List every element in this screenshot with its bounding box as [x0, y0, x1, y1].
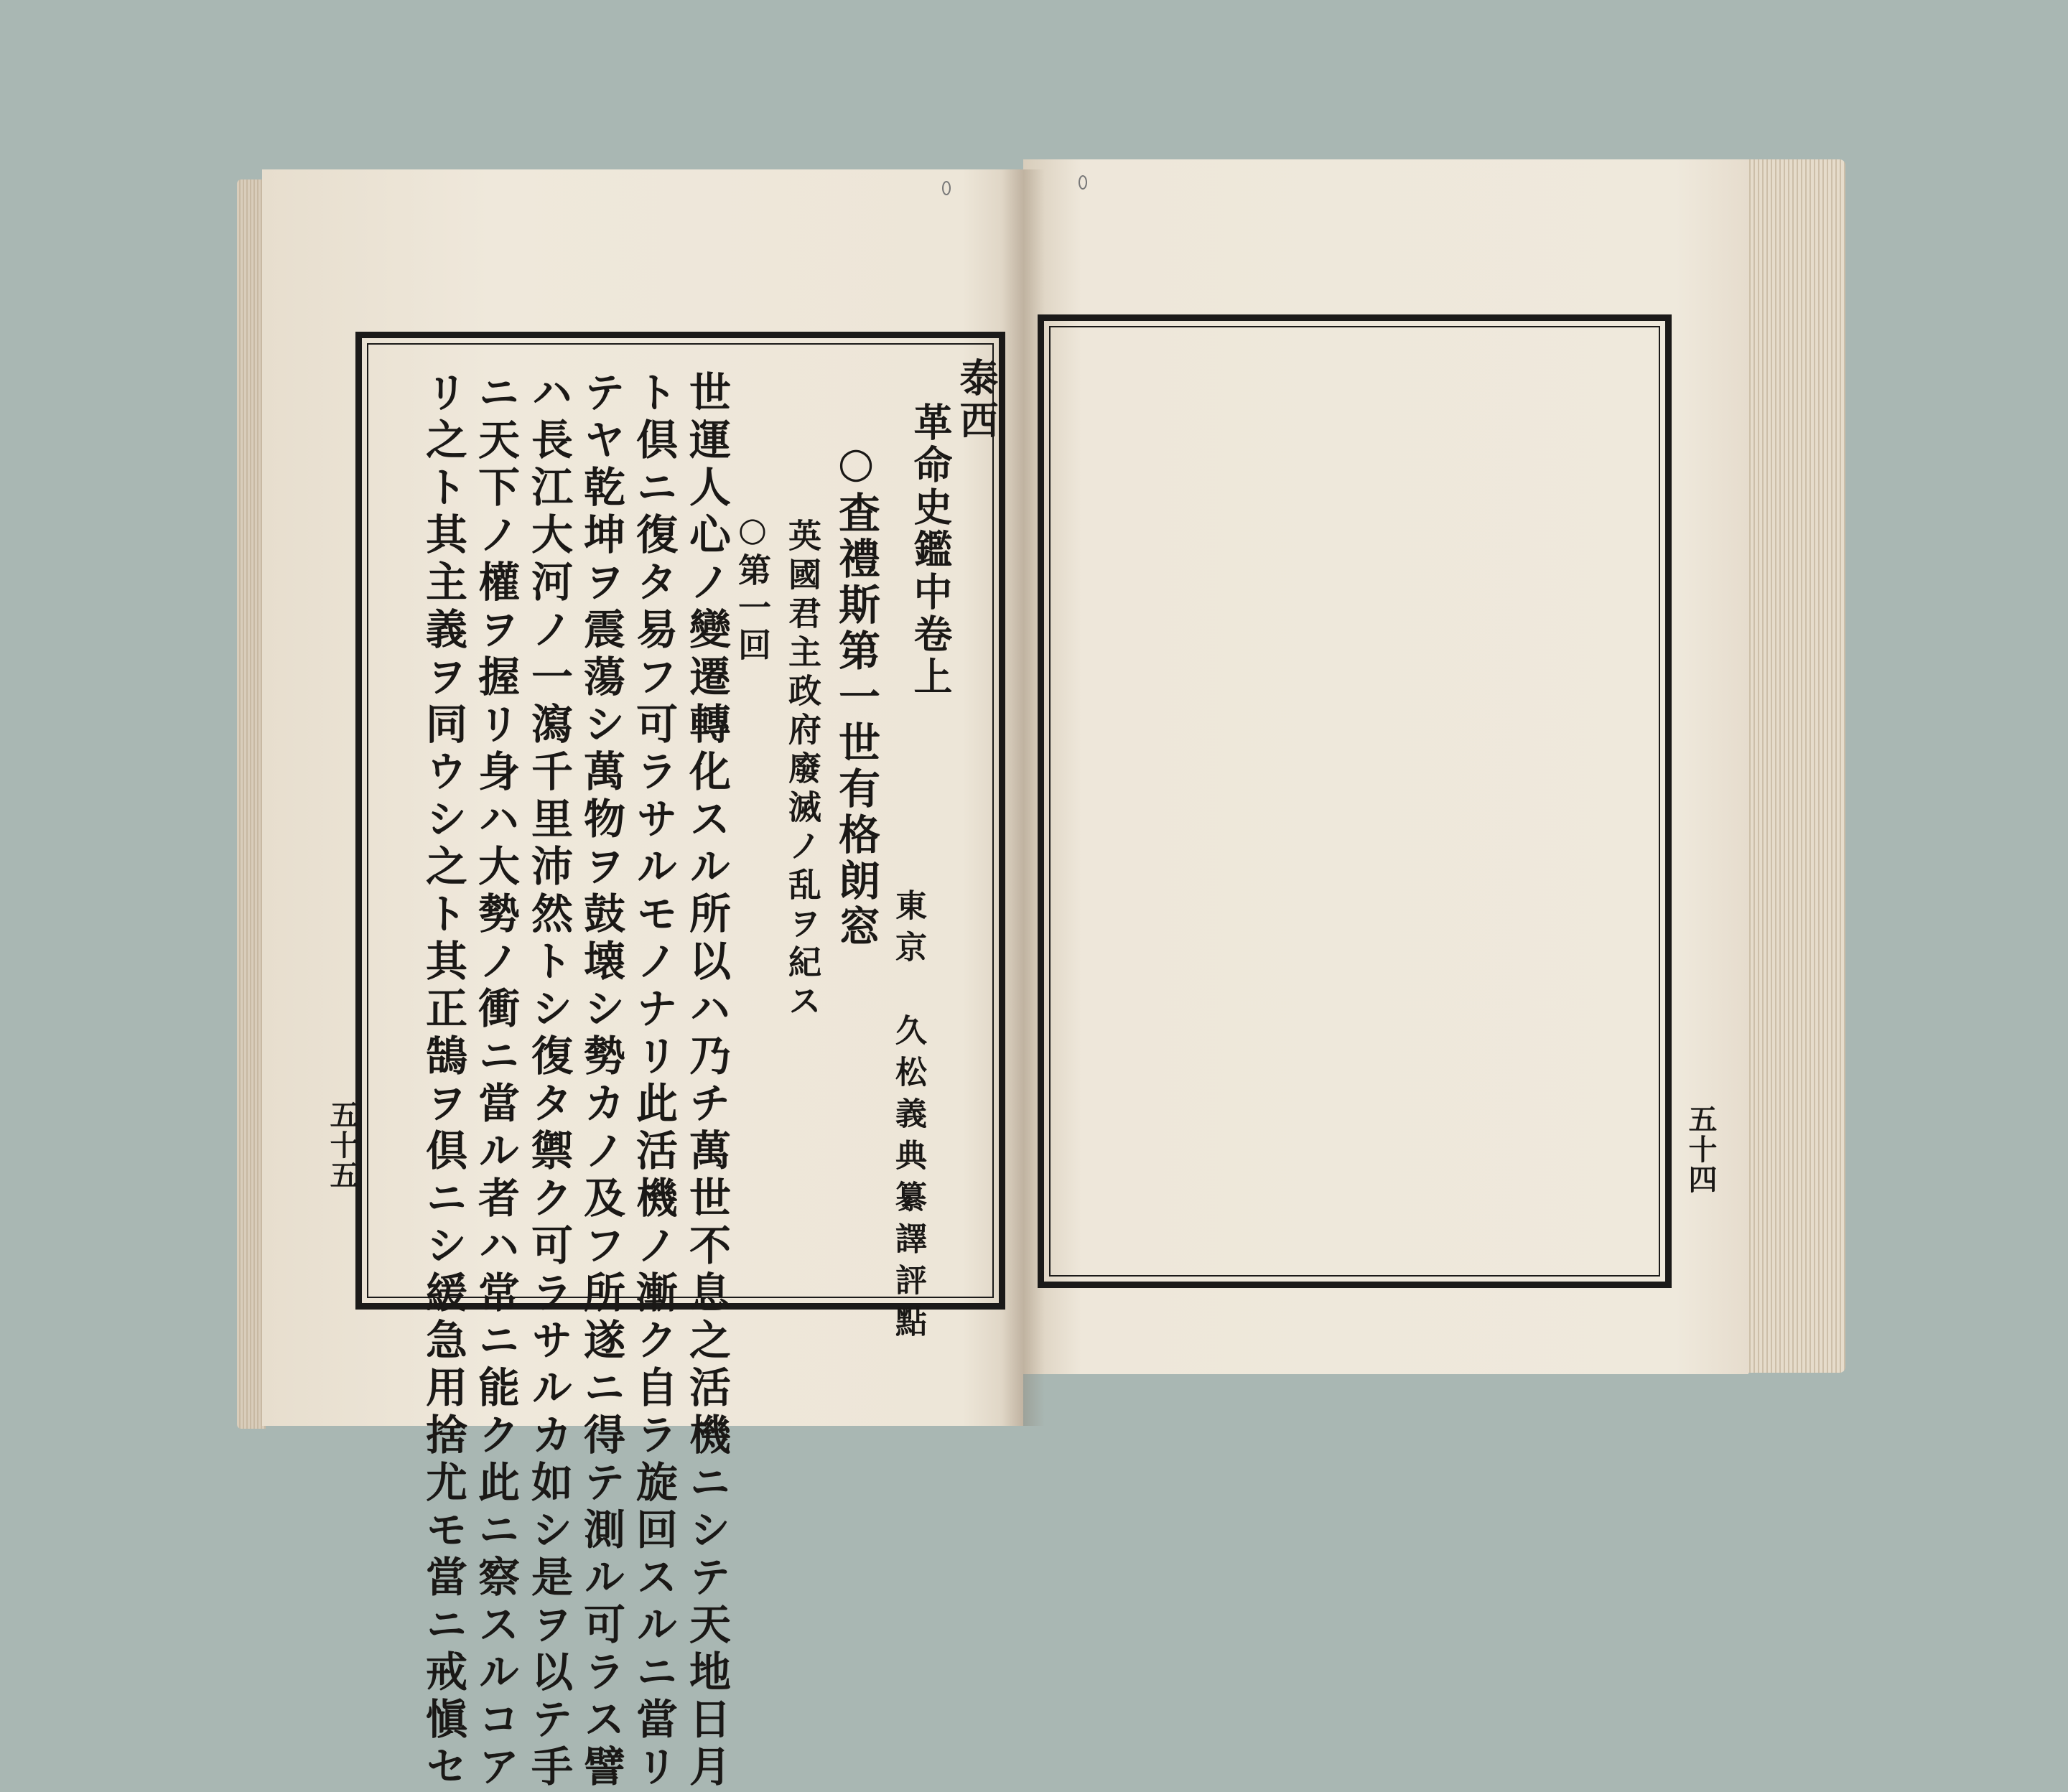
body-line-5: ニ天下ノ權ヲ握リ身ハ大勢ノ衝ニ當ル者ハ常ニ能ク此ニ察スルコア — [471, 370, 520, 1792]
right-page-number: 五十四 — [1684, 1104, 1718, 1195]
chapter-title: ○査禮斯第一世有格朗窓 — [832, 438, 880, 951]
header-series: 泰西 — [954, 358, 1000, 442]
page-stack-left — [237, 179, 266, 1429]
left-page-number: 五十五 — [325, 1100, 359, 1190]
chapter-subtitle: 英國君主政府廢滅ノ乱ヲ紀ス — [783, 518, 822, 1022]
page-stack-right — [1738, 159, 1845, 1373]
section-heading: ○第一回 — [733, 510, 772, 665]
header-book-title: 革命史鑑中卷上 — [908, 402, 954, 699]
body-line-3: テヤ乾坤ヲ震蕩シ萬物ヲ鼓壊シ勢カノ及フ所遂ニ得テ測ル可ラス譬 — [577, 370, 625, 1792]
page-mark — [942, 181, 951, 195]
right-page-frame — [1038, 314, 1672, 1288]
page-mark — [1079, 175, 1087, 190]
chapter-author: 東京 久松義典纂譯評點 — [890, 889, 926, 1347]
body-line-1: 世運人心ノ變遷轉化スル所以ハ乃チ萬世不息之活機ニシテ天地日月 — [682, 370, 731, 1792]
body-line-6: リ之ト其主義ヲ同ウシ之ト其正鵠ヲ倶ニシ緩急用捨尤モ當ニ戒愼セ — [419, 370, 467, 1792]
body-line-2: ト倶ニ復タ易フ可ラサルモノナリ此活機ノ漸ク自ラ旋回スルニ當リ — [629, 370, 678, 1792]
body-line-4: ハ長江大河ノ一瀉千里沛然トシ復タ禦ク可ラサルカ如シ是ヲ以テ手 — [524, 370, 573, 1792]
